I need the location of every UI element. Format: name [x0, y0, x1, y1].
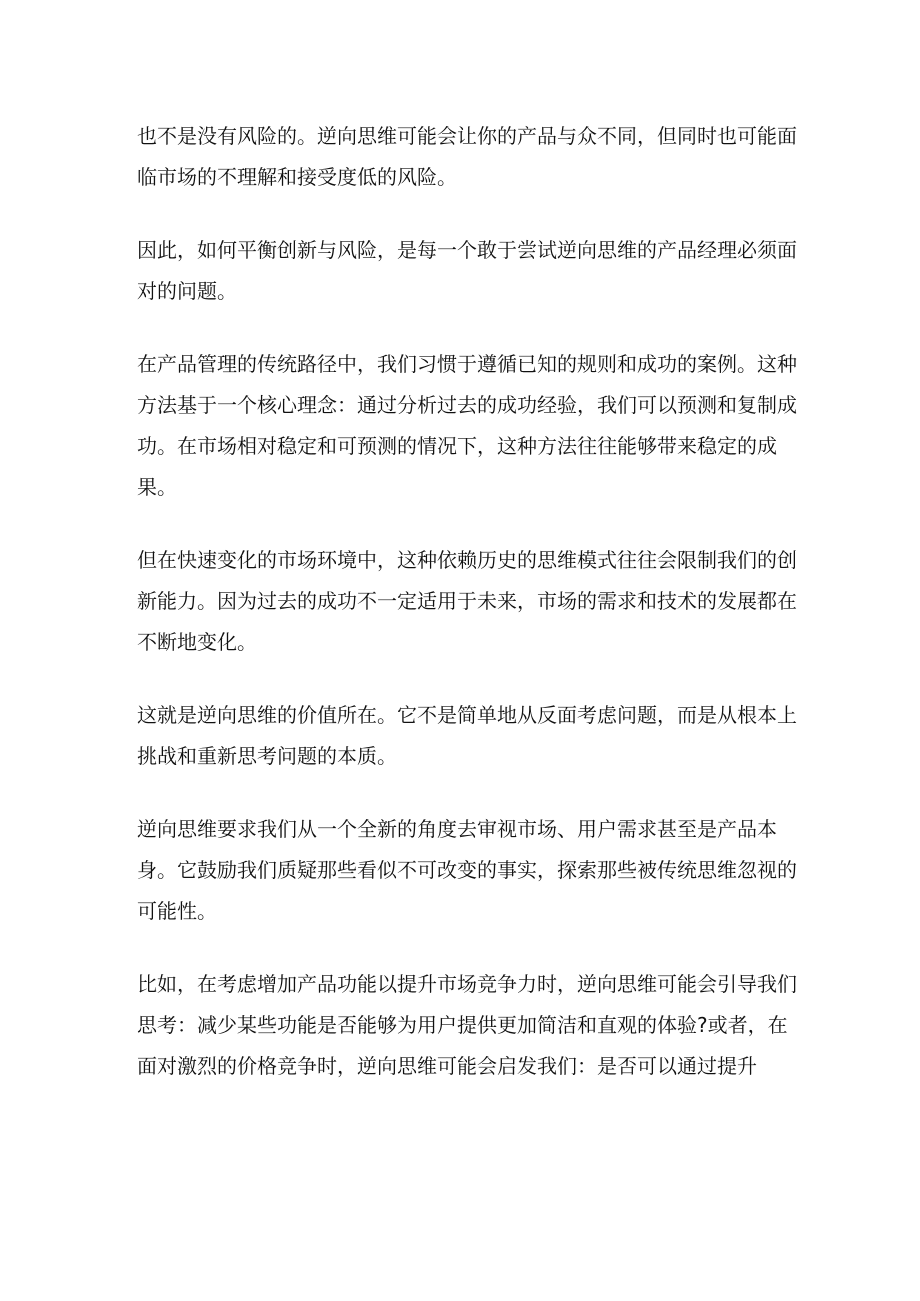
paragraph-6: 逆向思维要求我们从一个全新的角度去审视市场、用户需求甚至是产品本身。它鼓励我们质疑那些看似不可改变的事实，探索那些被传统思维忽视的可能性。 — [137, 817, 797, 923]
paragraph-4: 但在快速变化的市场环境中，这种依赖历史的思维模式往往会限制我们的创新能力。因为过去的成功不一定适用于未来，市场的需求和技术的发展都在不断地变化。 — [137, 548, 797, 654]
paragraph-2: 因此，如何平衡创新与风险，是每一个敢于尝试逆向思维的产品经理必须面对的问题。 — [137, 238, 797, 303]
document-body — [137, 116, 797, 1119]
paragraph-3: 在产品管理的传统路径中，我们习惯于遵循已知的规则和成功的案例。这种方法基于一个核心理念：通过分析过去的成功经验，我们可以预测和复制成功。在市场相对稳定和可预测的情况下，这种方法往往能够带来稳定的成果。 — [137, 352, 797, 499]
paragraph-5: 这就是逆向思维的价值所在。它不是简单地从反面考虑问题，而是从根本上挑战和重新思考问题的本质。 — [137, 703, 797, 768]
paragraph-7: 比如，在考虑增加产品功能以提升市场竞争力时，逆向思维可能会引导我们思考：减少某些功能是否能够为用户提供更加简洁和直观的体验?或者，在面对激烈的价格竞争时，逆向思维可能会启发我们：是否可以通过提升 — [137, 972, 797, 1078]
paragraph-1: 也不是没有风险的。逆向思维可能会让你的产品与众不同，但同时也可能面临市场的不理解和接受度低的风险。 — [137, 124, 797, 189]
